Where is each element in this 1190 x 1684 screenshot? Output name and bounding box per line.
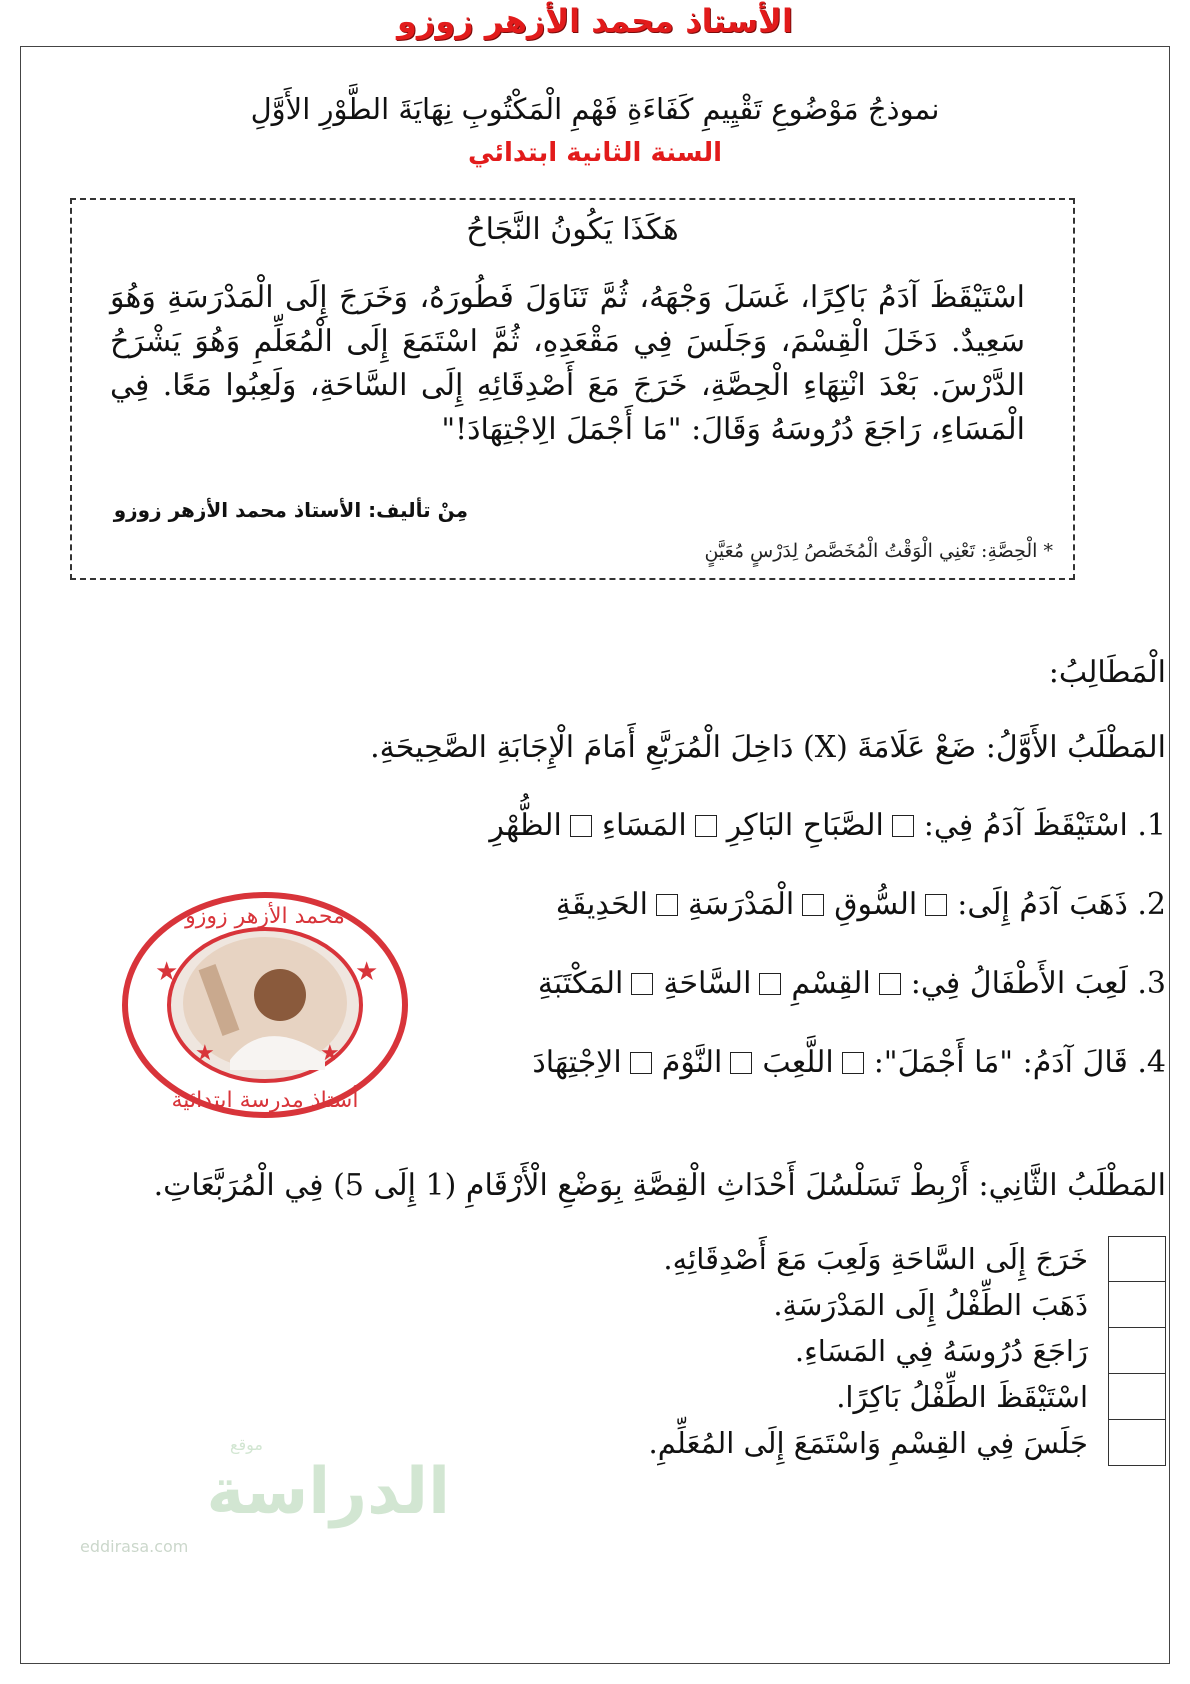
option-label: اللَّعِبَ — [762, 1045, 834, 1080]
story-box — [70, 198, 1075, 580]
grade-label: السنة الثانية ابتدائي — [467, 138, 723, 168]
option-label: السُّوقِ — [834, 887, 918, 922]
answer-checkbox[interactable] — [879, 973, 901, 995]
option-label: الحَدِيقَةِ — [555, 887, 648, 922]
event-text: اسْتَيْقَظَ الطِّفْلُ بَاكِرًا. — [836, 1380, 1088, 1414]
option-label: المَسَاءِ — [601, 808, 687, 843]
svg-text:★: ★ — [320, 1041, 340, 1066]
author-banner: الأستاذ محمد الأزهر زوزو — [397, 2, 793, 40]
option-label: السَّاحَةِ — [663, 966, 752, 1001]
answer-checkbox[interactable] — [695, 815, 717, 837]
requirements-heading: الْمَطَالِبُ: — [1048, 655, 1166, 690]
sequence-number-box[interactable] — [1108, 1420, 1166, 1466]
answer-checkbox[interactable] — [656, 894, 678, 916]
watermark-brand: الدراسة — [206, 1455, 450, 1529]
sequence-number-box[interactable] — [1108, 1282, 1166, 1328]
question-1 — [489, 808, 1166, 843]
teacher-stamp — [115, 885, 415, 1125]
watermark-top: موقع — [230, 1435, 263, 1454]
answer-checkbox[interactable] — [570, 815, 592, 837]
answer-checkbox[interactable] — [842, 1052, 864, 1074]
option-label: المَكْتَبَةِ — [537, 966, 624, 1001]
site-watermark — [70, 1435, 450, 1565]
task1-heading: المَطْلَبُ الأَوَّلُ: ضَعْ عَلَامَةَ (X) دَاخِلَ الْمُرَبَّعِ أَمَامَ الْإِجَابَةِ الصَّحِيحَةِ. — [370, 730, 1166, 765]
svg-text:★: ★ — [155, 957, 179, 987]
event-text: ذَهَبَ الطِّفْلُ إِلَى المَدْرَسَةِ. — [773, 1288, 1088, 1322]
sequence-number-box[interactable] — [1108, 1236, 1166, 1282]
svg-text:★: ★ — [355, 957, 379, 987]
story-footnote: * الْحِصَّةِ: تَعْنِي الْوَقْتُ الْمُخَصَّصُ لِدَرْسٍ مُعَيَّنٍ — [704, 540, 1053, 562]
story-author: مِنْ تأليف: الأستاذ محمد الأزهر زوزو — [113, 498, 468, 522]
question-2 — [556, 887, 1166, 922]
question-4 — [532, 1045, 1166, 1080]
answer-checkbox[interactable] — [759, 973, 781, 995]
story-paragraph: اسْتَيْقَظَ آدَمُ بَاكِرًا، غَسَلَ وَجْهَهُ، ثُمَّ تَنَاوَلَ فَطُورَهُ، وَخَرَجَ إِلَى الْمَدْرَسَةِ وَهُوَ سَعِيدٌ. دَخَلَ الْقِسْمَ، وَجَلَسَ فِي مَقْعَدِهِ، ثُمَّ اسْتَمَعَ إِلَى الْمُعَلِّمِ وَهُوَ يَشْرَحُ الدَّرْسَ. بَعْدَ انْتِهَاءِ الْحِصَّةِ، خَرَجَ مَعَ أَصْدِقَائِهِ إِلَى السَّاحَةِ، وَلَعِبُوا مَعًا. فِي الْمَسَاءِ، رَاجَعَ دُرُوسَهُ وَقَالَ: "مَا أَجْمَلَ الِاجْتِهَادَ!" — [110, 280, 1025, 447]
sequence-row — [46, 1236, 1166, 1282]
question-stem: 4. قَالَ آدَمُ: "مَا أَجْمَلَ": — [873, 1045, 1166, 1080]
event-text: خَرَجَ إِلَى السَّاحَةِ وَلَعِبَ مَعَ أَصْدِقَائِهِ. — [663, 1242, 1088, 1276]
svg-text:★: ★ — [195, 1041, 215, 1066]
option-label: النَّوْمَ — [661, 1045, 723, 1080]
sequence-number-grid — [1108, 1236, 1166, 1466]
question-stem: 1. اسْتَيْقَظَ آدَمُ فِي: — [923, 808, 1166, 843]
answer-checkbox[interactable] — [925, 894, 947, 916]
sequence-row — [46, 1328, 1166, 1374]
option-label: الصَّبَاحِ البَاكِرِ — [726, 808, 884, 843]
question-stem: 3. لَعِبَ الأَطْفَالُ فِي: — [910, 966, 1166, 1001]
stamp-bottom-text: أستاذ مدرسة ابتدائية — [171, 1088, 359, 1113]
sequence-number-box[interactable] — [1108, 1328, 1166, 1374]
option-label: الْمَدْرَسَةِ — [687, 887, 795, 922]
watermark-site: eddirasa.com — [80, 1537, 189, 1556]
sequence-number-box[interactable] — [1108, 1374, 1166, 1420]
task2-heading: المَطْلَبُ الثَّانِي: أَرْبِطْ تَسَلْسُلَ أَحْدَاثِ الْقِصَّةِ بِوَضْعِ الْأَرْقَامِ (1 إِلَى 5) فِي الْمُرَبَّعَاتِ. — [153, 1168, 1166, 1203]
sequence-row — [46, 1374, 1166, 1420]
sequence-row — [46, 1282, 1166, 1328]
option-label: القِسْمِ — [791, 966, 871, 1001]
story-title: هَكَذَا يَكُونُ النَّجَاحُ — [466, 212, 679, 247]
answer-checkbox[interactable] — [892, 815, 914, 837]
question-stem: 2. ذَهَبَ آدَمُ إِلَى: — [957, 887, 1166, 922]
option-label: الظُّهْرِ — [489, 808, 562, 843]
event-text: رَاجَعَ دُرُوسَهُ فِي المَسَاءِ. — [794, 1334, 1088, 1368]
answer-checkbox[interactable] — [630, 1052, 652, 1074]
answer-checkbox[interactable] — [802, 894, 824, 916]
answer-checkbox[interactable] — [730, 1052, 752, 1074]
option-label: الاِجْتِهَادَ — [532, 1045, 622, 1080]
page-title: نموذجُ مَوْضُوعِ تَقْيِيمِ كَفَاءَةِ فَهْمِ الْمَكْتُوبِ نِهَايَةَ الطَّوْرِ الأَوَّلِ — [250, 92, 940, 126]
event-text: جَلَسَ فِي القِسْمِ وَاسْتَمَعَ إِلَى المُعَلِّمِ. — [648, 1426, 1088, 1460]
stamp-top-text: محمد الأزهر زوزو — [185, 904, 345, 929]
question-3 — [538, 966, 1166, 1001]
answer-checkbox[interactable] — [631, 973, 653, 995]
